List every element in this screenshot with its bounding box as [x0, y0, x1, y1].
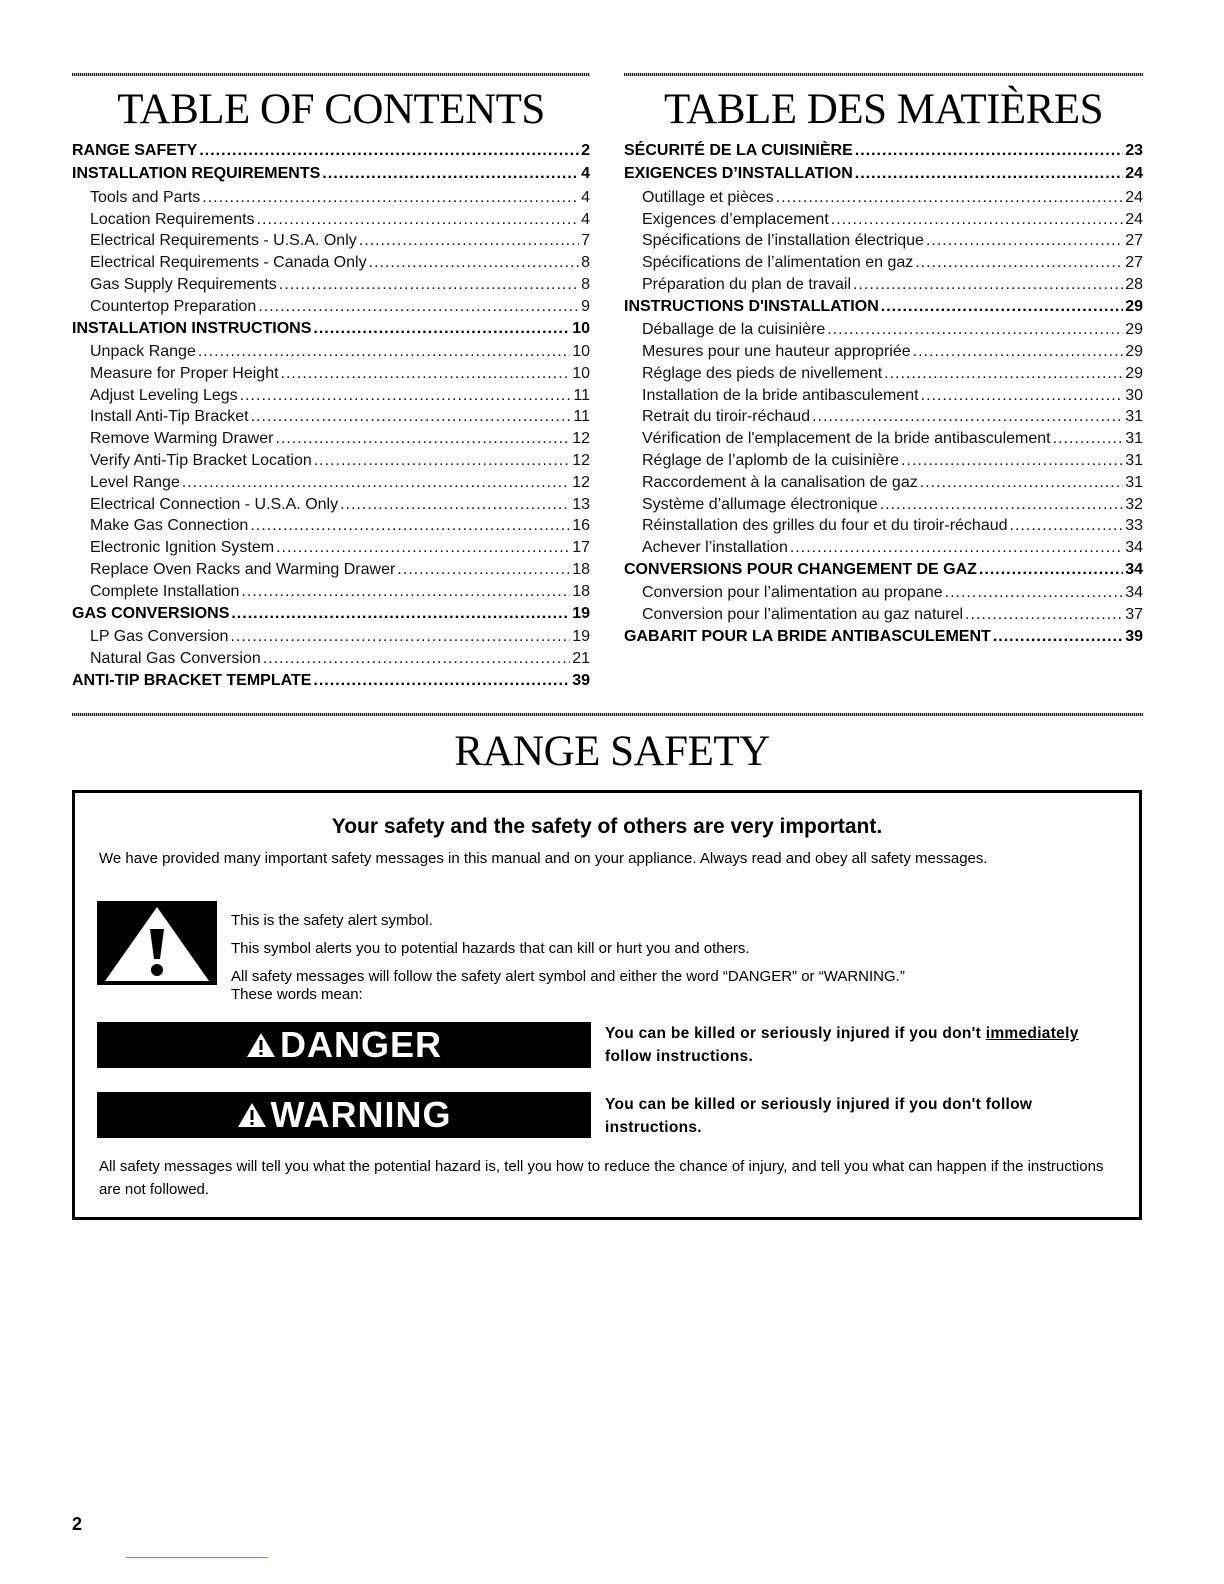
toc-subsection — [624, 365, 1143, 387]
toc-subsection — [72, 189, 590, 211]
toc-subsection — [624, 232, 1143, 254]
toc-entry-title: INSTRUCTIONS D'INSTALLATION — [624, 297, 879, 315]
toc-page-number: 23 — [1125, 142, 1143, 159]
toc-section — [624, 628, 1143, 651]
toc-leader-dots — [776, 189, 1124, 207]
toc-leader-dots — [230, 628, 570, 646]
range-safety-title: RANGE SAFETY — [454, 728, 770, 775]
toc-leader-dots — [340, 496, 570, 514]
toc-page-number: 29 — [1125, 297, 1143, 315]
toc-leader-dots — [359, 232, 579, 250]
toc-entry-title: Countertop Preparation — [90, 297, 257, 315]
toc-entry-title: Install Anti-Tip Bracket — [90, 408, 249, 426]
toc-subsection — [624, 211, 1143, 233]
safety-headline: Your safety and the safety of others are very important. — [331, 815, 883, 838]
toc-page-number: 18 — [572, 582, 590, 600]
toc-page-number: 29 — [1125, 364, 1143, 382]
toc-leader-dots — [313, 320, 570, 338]
toc-leader-dots — [945, 584, 1124, 602]
toc-section — [72, 142, 590, 165]
alert-line: This symbol alerts you to potential hazards that can kill or hurt you and others. — [231, 940, 750, 957]
toc-leader-dots — [812, 408, 1123, 426]
toc-page-number: 18 — [572, 560, 590, 578]
toc-leader-dots — [281, 365, 571, 383]
toc-page-number: 19 — [572, 604, 590, 622]
toc-subsection — [624, 496, 1143, 518]
toc-leader-dots — [257, 211, 580, 229]
toc-page-number: 2 — [581, 142, 590, 159]
toc-entry-title: SÉCURITÉ DE LA CUISINIÈRE — [624, 142, 853, 159]
danger-label: DANGER — [279, 1024, 442, 1065]
toc-subsection — [72, 517, 590, 539]
toc-leader-dots — [880, 496, 1124, 514]
toc-subsection — [624, 474, 1143, 496]
toc-entry-title: LP Gas Conversion — [90, 627, 229, 645]
toc-entry-title: Système d’allumage électronique — [642, 495, 878, 513]
toc-subsection — [624, 387, 1143, 409]
toc-subsection — [624, 584, 1143, 606]
toc-section — [72, 605, 590, 628]
toc-page-number: 11 — [573, 386, 590, 404]
toc-leader-dots — [182, 474, 570, 492]
toc-page-number: 4 — [581, 210, 590, 228]
toc-leader-dots — [965, 606, 1123, 624]
toc-entry-title: Verify Anti-Tip Bracket Location — [90, 451, 312, 469]
toc-section — [624, 561, 1143, 584]
toc-subsection — [624, 276, 1143, 298]
toc-page-number: 31 — [1125, 473, 1143, 491]
toc-entry-title: Make Gas Connection — [90, 517, 249, 535]
toc-leader-dots — [913, 343, 1124, 361]
toc-entry-title: Spécifications de l’alimentation en gaz — [642, 254, 914, 272]
toc-entry-title: Déballage de la cuisinière — [642, 321, 826, 339]
toc-leader-dots — [1010, 517, 1124, 535]
toc-subsection — [72, 365, 590, 387]
danger-text — [605, 1022, 1125, 1068]
toc-page-number: 19 — [572, 627, 590, 645]
toc-entry-title: Installation de la bride antibasculement — [642, 386, 919, 404]
top-rule-left — [72, 73, 590, 76]
toc-page-number: 28 — [1125, 275, 1143, 293]
toc-leader-dots — [881, 298, 1123, 316]
toc-leader-dots — [241, 583, 570, 601]
toc-leader-dots — [790, 539, 1123, 557]
toc-entry-title: Conversion pour l’alimentation au propane — [642, 584, 943, 602]
toc-page-number: 12 — [572, 451, 590, 469]
alert-line: All safety messages will follow the safety alert symbol and either the word “DANGER” or “WARNING.” — [231, 968, 905, 985]
toc-entry-title: Préparation du plan de travail — [642, 275, 852, 293]
toc-page-number: 29 — [1125, 321, 1143, 339]
toc-page-number: 27 — [1125, 254, 1143, 272]
toc-page-number: 34 — [1125, 539, 1143, 557]
toc-leader-dots — [199, 142, 579, 160]
toc-page-number: 24 — [1125, 188, 1143, 206]
toc-french — [624, 84, 1143, 651]
toc-entry-title: GAS CONVERSIONS — [72, 604, 230, 622]
toc-page-number: 24 — [1125, 165, 1143, 183]
toc-entry-title: Electrical Requirements - Canada Only — [90, 254, 367, 272]
toc-leader-dots — [831, 211, 1123, 229]
toc-leader-dots — [198, 343, 570, 361]
toc-page-number: 16 — [572, 517, 590, 535]
toc-leader-dots — [915, 254, 1123, 272]
toc-page-number: 27 — [1125, 232, 1143, 250]
toc-page-number: 31 — [1125, 430, 1143, 448]
toc-subsection — [72, 254, 590, 276]
toc-leader-dots — [926, 232, 1123, 250]
toc-subsection — [624, 452, 1143, 474]
toc-english — [72, 84, 590, 695]
toc-entry-title: GABARIT POUR LA BRIDE ANTIBASCULEMENT — [624, 627, 991, 645]
toc-entry-title: Spécifications de l’installation électrique — [642, 232, 924, 250]
toc-entry-title: CONVERSIONS POUR CHANGEMENT DE GAZ — [624, 560, 977, 578]
toc-leader-dots — [251, 408, 572, 426]
toc-leader-dots — [322, 165, 579, 183]
toc-page-number: 17 — [572, 539, 590, 557]
toc-subsection — [72, 539, 590, 561]
toc-leader-dots — [314, 452, 570, 470]
toc-leader-dots — [202, 189, 579, 207]
toc-subsection — [624, 189, 1143, 211]
toc-page-number: 31 — [1125, 408, 1143, 426]
danger-banner — [97, 1022, 591, 1068]
page-number: 2 — [72, 1514, 83, 1534]
toc-entry-title: Replace Oven Racks and Warming Drawer — [90, 560, 396, 578]
toc-leader-dots — [258, 298, 579, 316]
toc-entry-title: Electrical Requirements - U.S.A. Only — [90, 232, 357, 250]
toc-page-number: 39 — [572, 671, 590, 689]
toc-leader-dots — [827, 321, 1123, 339]
toc-entry-title: Raccordement à la canalisation de gaz — [642, 473, 918, 491]
toc-leader-dots — [921, 387, 1124, 405]
danger-alert-icon — [246, 1024, 276, 1070]
toc-subsection — [72, 583, 590, 605]
toc-leader-dots — [240, 387, 572, 405]
toc-subsection — [624, 408, 1143, 430]
toc-entry-title: RANGE SAFETY — [72, 142, 198, 159]
toc-page-number: 32 — [1125, 495, 1143, 513]
warning-alert-icon — [237, 1094, 267, 1140]
toc-section — [72, 672, 590, 695]
toc-page-number: 21 — [572, 649, 590, 667]
toc-subsection — [72, 496, 590, 518]
toc-entry-title: Exigences d’emplacement — [642, 210, 829, 228]
toc-entry-title: Adjust Leveling Legs — [90, 386, 238, 404]
toc-leader-dots — [855, 165, 1123, 183]
toc-entry-title: ANTI-TIP BRACKET TEMPLATE — [72, 671, 312, 689]
toc-page-number: 24 — [1125, 210, 1143, 228]
toc-page-number: 10 — [572, 364, 590, 382]
toc-page-number: 4 — [581, 165, 590, 183]
toc-entry-title: Vérification de l'emplacement de la bride antibasculement — [642, 430, 1051, 448]
toc-page-number: 12 — [572, 473, 590, 491]
toc-page-number: 4 — [581, 188, 590, 206]
toc-section — [624, 142, 1143, 165]
toc-section — [624, 165, 1143, 188]
toc-page-number: 10 — [572, 319, 590, 337]
toc-leader-dots — [313, 672, 570, 690]
toc-subsection — [72, 452, 590, 474]
toc-page-number: 13 — [572, 495, 590, 513]
toc-leader-dots — [250, 517, 570, 535]
toc-entry-title: Natural Gas Conversion — [90, 649, 261, 667]
toc-page-number: 11 — [573, 408, 590, 426]
toc-leader-dots — [276, 539, 570, 557]
toc-section — [72, 320, 590, 343]
toc-leader-dots — [901, 452, 1123, 470]
toc-entry-title: INSTALLATION INSTRUCTIONS — [72, 319, 312, 337]
toc-page-number: 39 — [1125, 627, 1143, 645]
danger-text-emphasis: immediately — [985, 1025, 1079, 1042]
toc-page-number: 8 — [581, 275, 590, 293]
toc-page-number: 29 — [1125, 342, 1143, 360]
toc-leader-dots — [263, 650, 570, 668]
toc-page-number: 33 — [1125, 517, 1143, 535]
toc-page-number: 34 — [1125, 560, 1143, 578]
toc-entry-title: Electrical Connection - U.S.A. Only — [90, 495, 339, 513]
alert-explanation — [231, 907, 905, 1006]
toc-entry-title: Electronic Ignition System — [90, 539, 275, 557]
toc-english-title: TABLE OF CONTENTS — [117, 86, 545, 133]
footer-line — [126, 1557, 268, 1558]
toc-subsection — [72, 561, 590, 583]
toc-page-number: 9 — [581, 297, 590, 315]
toc-page-number: 37 — [1125, 606, 1143, 624]
warning-banner — [97, 1092, 591, 1138]
safety-box — [72, 790, 1142, 1220]
toc-french-list — [624, 142, 1143, 651]
toc-entry-title: Retrait du tiroir-réchaud — [642, 408, 811, 426]
toc-entry-title: Unpack Range — [90, 342, 196, 360]
toc-subsection — [72, 387, 590, 409]
toc-page-number: 12 — [572, 430, 590, 448]
alert-line: These words mean: — [231, 986, 363, 1003]
mid-rule — [72, 713, 1143, 716]
toc-entry-title: Outillage et pièces — [642, 188, 774, 206]
toc-entry-title: Complete Installation — [90, 582, 240, 600]
toc-english-list — [72, 142, 590, 695]
toc-leader-dots — [884, 365, 1123, 383]
safety-closing: All safety messages will tell you what the potential hazard is, tell you how to reduce the chance of injury, and tell you what can happen if the instructions are not followed. — [99, 1158, 1104, 1198]
toc-subsection — [72, 430, 590, 452]
toc-page-number: 10 — [572, 342, 590, 360]
toc-entry-title: Level Range — [90, 473, 180, 491]
toc-page-number: 30 — [1125, 386, 1143, 404]
toc-leader-dots — [853, 276, 1123, 294]
toc-subsection — [72, 650, 590, 672]
toc-page-number: 7 — [581, 232, 590, 250]
toc-entry-title: Réglage des pieds de nivellement — [642, 364, 883, 382]
safety-intro: We have provided many important safety messages in this manual and on your appliance. Always read and obey all safety messages. — [99, 850, 988, 867]
toc-entry-title: Achever l’installation — [642, 539, 788, 557]
toc-entry-title: Location Requirements — [90, 210, 255, 228]
toc-subsection — [624, 430, 1143, 452]
toc-entry-title: Conversion pour l’alimentation au gaz naturel — [642, 606, 964, 624]
toc-subsection — [72, 276, 590, 298]
toc-entry-title: Tools and Parts — [90, 188, 201, 206]
toc-subsection — [72, 474, 590, 496]
warning-label: WARNING — [270, 1094, 452, 1135]
toc-leader-dots — [369, 254, 580, 272]
toc-entry-title: Réglage de l’aplomb de la cuisinière — [642, 451, 900, 469]
toc-entry-title: EXIGENCES D’INSTALLATION — [624, 165, 853, 183]
toc-entry-title: Réinstallation des grilles du four et du tiroir-réchaud — [642, 517, 1008, 535]
warning-text: You can be killed or seriously injured if you don't follow instructions. — [605, 1096, 1033, 1136]
toc-subsection — [72, 232, 590, 254]
danger-text-end: follow instructions. — [605, 1048, 754, 1065]
toc-entry-title: Remove Warming Drawer — [90, 430, 274, 448]
toc-page-number: 34 — [1125, 584, 1143, 602]
toc-page-number: 31 — [1125, 451, 1143, 469]
toc-leader-dots — [855, 142, 1123, 160]
toc-leader-dots — [275, 430, 570, 448]
toc-subsection — [72, 408, 590, 430]
toc-subsection — [624, 539, 1143, 561]
toc-entry-title: Measure for Proper Height — [90, 364, 279, 382]
safety-alert-icon — [97, 901, 217, 985]
toc-leader-dots — [920, 474, 1123, 492]
toc-subsection — [72, 211, 590, 233]
toc-subsection — [624, 321, 1143, 343]
toc-subsection — [624, 606, 1143, 628]
toc-section — [72, 165, 590, 188]
toc-leader-dots — [993, 628, 1123, 646]
toc-subsection — [624, 517, 1143, 539]
toc-entry-title: Gas Supply Requirements — [90, 275, 277, 293]
alert-line: This is the safety alert symbol. — [231, 912, 433, 929]
toc-leader-dots — [279, 276, 579, 294]
toc-leader-dots — [1053, 430, 1124, 448]
toc-leader-dots — [979, 561, 1123, 579]
toc-french-title: TABLE DES MATIÈRES — [663, 86, 1104, 133]
top-rule-right — [624, 73, 1143, 76]
toc-subsection — [72, 628, 590, 650]
danger-text-start: You can be killed or seriously injured if you don't — [605, 1025, 986, 1042]
toc-subsection — [624, 343, 1143, 365]
toc-subsection — [72, 343, 590, 365]
toc-entry-title: INSTALLATION REQUIREMENTS — [72, 165, 321, 183]
toc-subsection — [624, 254, 1143, 276]
toc-leader-dots — [231, 605, 570, 623]
toc-page-number: 8 — [581, 254, 590, 272]
toc-entry-title: Mesures pour une hauteur appropriée — [642, 342, 911, 360]
toc-section — [624, 298, 1143, 321]
toc-leader-dots — [397, 561, 570, 579]
toc-subsection — [72, 298, 590, 320]
